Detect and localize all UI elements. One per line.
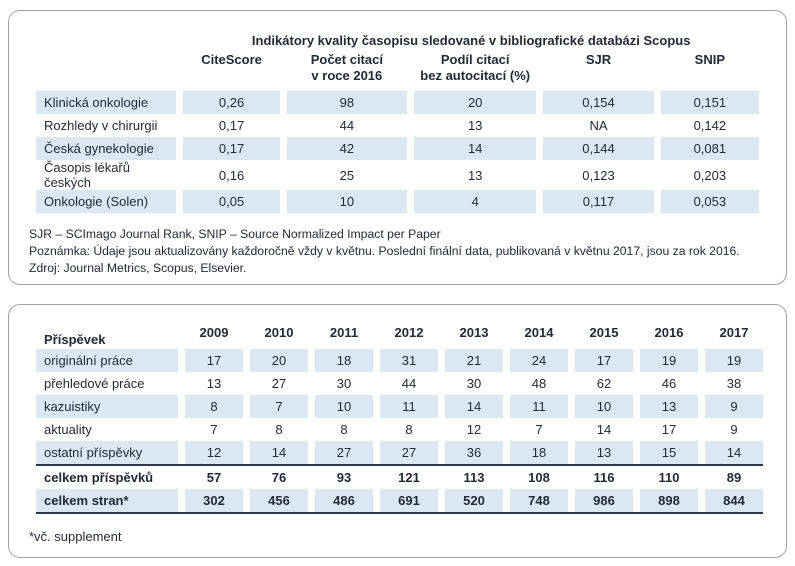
cell-value: 19: [705, 349, 763, 372]
cell-value: 898: [640, 489, 698, 512]
row-label: celkem stran*: [36, 489, 178, 512]
cell-value: 20: [414, 91, 536, 114]
table-row: [36, 160, 759, 190]
table-row: [36, 372, 763, 395]
cell-value: 57: [206, 470, 222, 485]
column-header-year: 2017: [719, 324, 749, 340]
column-header-year: 2016: [654, 324, 684, 340]
cell-value: 17: [575, 349, 633, 372]
cell-value: 18: [510, 441, 568, 464]
cell-value: 113: [463, 470, 485, 485]
table-row: [36, 114, 759, 137]
cell-value: 110: [658, 470, 680, 485]
row-label: celkem příspěvků: [44, 470, 154, 485]
cell-value: 0,144: [543, 137, 653, 160]
cell-value: 18: [315, 349, 373, 372]
cell-value: 456: [250, 489, 308, 512]
row-label: kazuistiky: [36, 395, 178, 418]
cell-value: 0,154: [543, 91, 653, 114]
cell-value: 38: [726, 376, 742, 391]
cell-value: 11: [380, 395, 438, 418]
column-header-contribution: Příspěvek: [44, 332, 106, 347]
column-header-year: 2009: [199, 324, 229, 340]
table-row: [36, 349, 763, 372]
cell-value: 108: [528, 470, 550, 485]
table-row-total-contributions: [36, 466, 763, 489]
column-header-sjr: [543, 52, 653, 91]
cell-value: 10: [287, 190, 407, 213]
note-remark: Poznámka: Údaje jsou aktualizovány každoročně vždy v květnu. Poslední finální data, publikovaná v květnu 2017, jsou za rok 2016.: [29, 243, 740, 258]
contributions-table: [29, 317, 770, 514]
header-line1: SJR: [585, 52, 612, 67]
cell-value: 8: [185, 395, 243, 418]
cell-value: 116: [593, 470, 615, 485]
cell-value: 27: [380, 441, 438, 464]
cell-value: 20: [250, 349, 308, 372]
table-row: [36, 190, 759, 213]
cell-value: 0,05: [183, 190, 279, 213]
row-label: Onkologie (Solen): [36, 190, 176, 213]
column-header-journal: [36, 52, 176, 91]
note-abbreviations: SJR – SCImago Journal Rank, SNIP – Source Normalized Impact per Paper: [29, 227, 441, 241]
table-row-total-pages: [36, 489, 763, 512]
table-row: [36, 137, 759, 160]
cell-value: 12: [466, 422, 482, 437]
cell-value: 76: [271, 470, 287, 485]
header-line2: v roce 2016: [311, 68, 383, 83]
row-label: Česká gynekologie: [36, 137, 176, 160]
header-line1: CiteScore: [201, 52, 262, 67]
cell-value: 0,17: [183, 137, 279, 160]
title-spacer: [36, 25, 176, 52]
cell-value: 0,117: [543, 190, 653, 213]
cell-value: 0,203: [693, 167, 727, 183]
column-header-citations-2016: [287, 52, 407, 91]
row-label: Klinická onkologie: [36, 91, 176, 114]
cell-value: 21: [445, 349, 503, 372]
header-line2: bez autocitací (%): [420, 68, 531, 83]
cell-value: 520: [445, 489, 503, 512]
scopus-indicators-table: [29, 25, 766, 213]
cell-value: 13: [575, 441, 633, 464]
divider-row: [36, 512, 763, 514]
cell-value: 24: [510, 349, 568, 372]
cell-value: 14: [596, 422, 612, 437]
column-header-year: 2013: [459, 324, 489, 340]
cell-value: 8: [340, 422, 348, 437]
cell-value: 7: [535, 422, 543, 437]
cell-value: 17: [185, 349, 243, 372]
cell-value: 14: [445, 395, 503, 418]
row-label: přehledové práce: [44, 376, 145, 391]
cell-value: 13: [640, 395, 698, 418]
cell-value: 844: [705, 489, 763, 512]
cell-value: 13: [467, 118, 483, 133]
cell-value: 4: [414, 190, 536, 213]
table-footnote: *vč. supplement: [29, 529, 122, 544]
cell-value: 10: [315, 395, 373, 418]
column-header-snip: [661, 52, 759, 91]
cell-value: 0,142: [693, 118, 727, 133]
cell-value: 11: [510, 395, 568, 418]
cell-value: 25: [339, 167, 355, 183]
cell-value: 30: [466, 376, 482, 391]
table-row: [36, 418, 763, 441]
table-row: [36, 91, 759, 114]
cell-value: 9: [730, 422, 738, 437]
cell-value: 0,17: [218, 118, 245, 133]
cell-value: 0,26: [183, 91, 279, 114]
cell-value: 7: [210, 422, 218, 437]
cell-value: 7: [250, 395, 308, 418]
cell-value: 89: [726, 470, 742, 485]
row-label: Časopis lékařů českých: [44, 160, 130, 190]
cell-value: 31: [380, 349, 438, 372]
cell-value: 12: [185, 441, 243, 464]
contributions-panel: [8, 304, 787, 558]
cell-value: 15: [640, 441, 698, 464]
cell-value: 62: [596, 376, 612, 391]
table-notes: [29, 226, 766, 276]
cell-value: 0,053: [661, 190, 759, 213]
cell-value: 0,123: [582, 167, 615, 183]
row-label: Rozhledy v chirurgii: [44, 118, 158, 133]
cell-value: 42: [287, 137, 407, 160]
column-header-year: 2010: [264, 324, 294, 340]
cell-value: 44: [339, 118, 355, 133]
column-header-year: 2015: [589, 324, 619, 340]
header-line1: Počet citací: [310, 52, 383, 67]
cell-value: 0,151: [661, 91, 759, 114]
cell-value: 30: [336, 376, 352, 391]
column-header-citations-excl-self: [414, 52, 536, 91]
cell-value: 98: [287, 91, 407, 114]
cell-value: 17: [661, 422, 677, 437]
cell-value: 36: [445, 441, 503, 464]
cell-value: 986: [575, 489, 633, 512]
column-header-year: 2014: [524, 324, 554, 340]
cell-value: 19: [640, 349, 698, 372]
cell-value: 14: [250, 441, 308, 464]
cell-value: 0,081: [661, 137, 759, 160]
cell-value: 8: [275, 422, 283, 437]
cell-value: 691: [380, 489, 438, 512]
cell-value: 44: [401, 376, 417, 391]
cell-value: 93: [336, 470, 352, 485]
divider-line: [36, 512, 763, 514]
row-label: ostatní příspěvky: [36, 441, 178, 464]
cell-value: 486: [315, 489, 373, 512]
scopus-indicators-panel: [8, 10, 787, 285]
column-header-citescore: [183, 52, 279, 91]
cell-value: 13: [206, 376, 222, 391]
cell-value: 46: [661, 376, 677, 391]
cell-value: 748: [510, 489, 568, 512]
cell-value: 0,16: [218, 167, 245, 183]
row-label: originální práce: [36, 349, 178, 372]
table-row: [36, 441, 763, 464]
table-title: Indikátory kvality časopisu sledované v bibliografické databázi Scopus: [251, 33, 691, 48]
cell-value: 27: [271, 376, 287, 391]
column-header-year: 2012: [394, 324, 424, 340]
cell-value: 302: [185, 489, 243, 512]
header-line1: Podíl citací: [440, 52, 510, 67]
table-row: [36, 395, 763, 418]
cell-value: NA: [589, 118, 608, 133]
row-label: aktuality: [44, 422, 92, 437]
header-line1: SNIP: [694, 52, 725, 67]
cell-value: 8: [405, 422, 413, 437]
cell-value: 48: [531, 376, 547, 391]
cell-value: 14: [414, 137, 536, 160]
column-header-year: 2011: [329, 324, 359, 340]
note-source: Zdroj: Journal Metrics, Scopus, Elsevier.: [29, 260, 247, 275]
cell-value: 13: [467, 167, 483, 183]
cell-value: 14: [705, 441, 763, 464]
cell-value: 9: [705, 395, 763, 418]
cell-value: 10: [575, 395, 633, 418]
cell-value: 27: [315, 441, 373, 464]
cell-value: 121: [398, 470, 420, 485]
